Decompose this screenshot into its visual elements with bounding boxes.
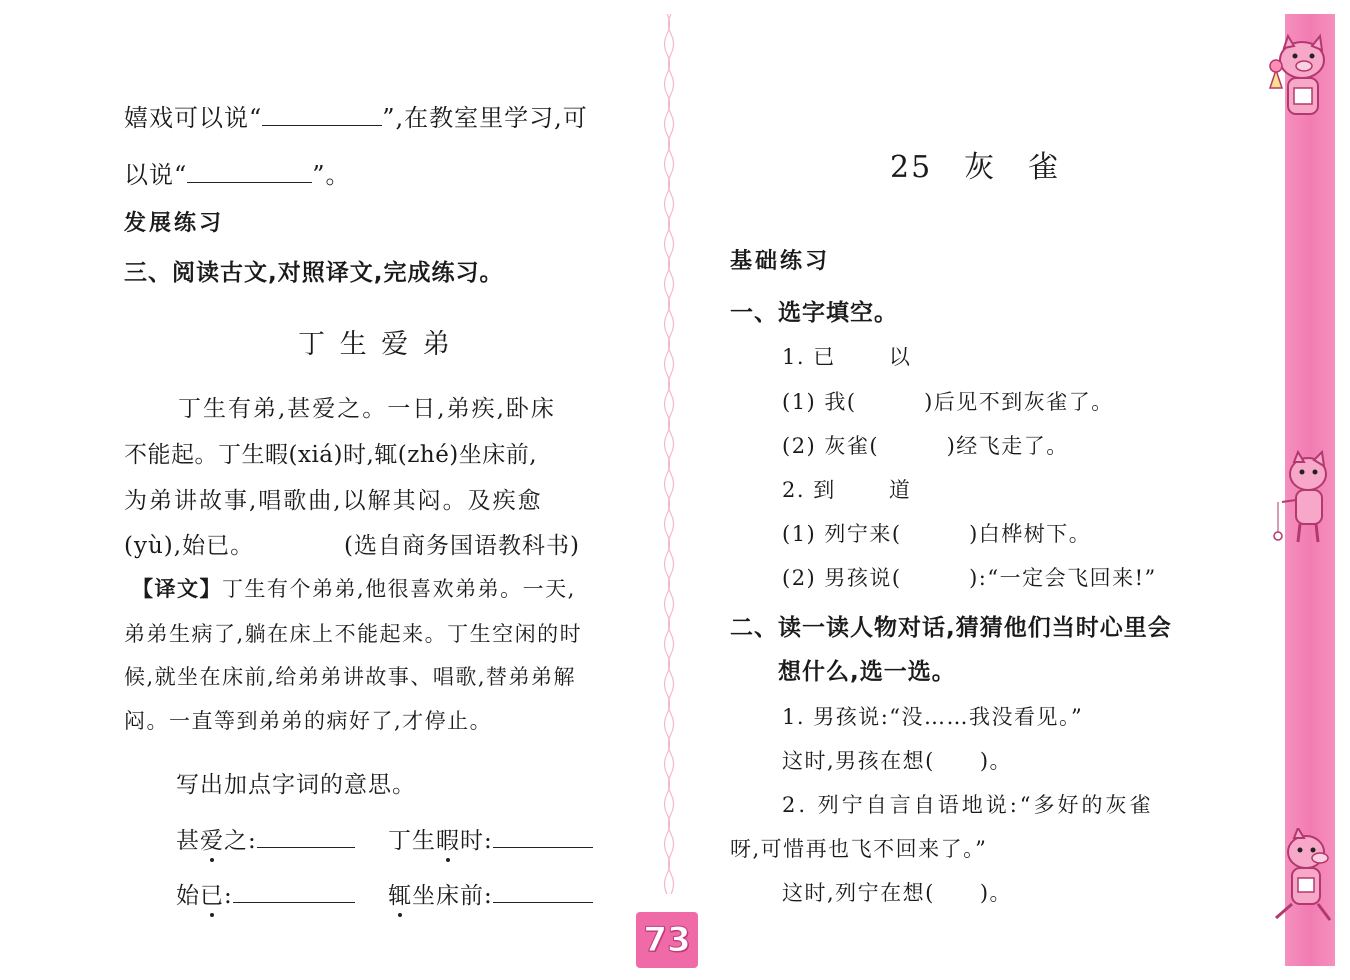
classical-text-line: 丁生有弟,甚爱之。一日,弟疾,卧床: [178, 396, 556, 422]
dialogue-item-cont: 呀,可惜再也飞不回来了。”: [730, 837, 988, 861]
word-meaning-item: 甚爱之:: [176, 822, 355, 855]
answer-blank[interactable]: [233, 901, 355, 903]
pig-cartoon-icon: [1262, 30, 1338, 130]
dialogue-item: 2. 列宁自言自语地说:“多好的灰雀: [782, 793, 1154, 817]
classical-text-line: (yù),始已。: [124, 533, 255, 559]
answer-blank[interactable]: [493, 846, 593, 848]
think-item: 这时,列宁在想( )。: [782, 881, 1013, 905]
classical-text-line: 不能起。丁生暇(xiá)时,辄(zhé)坐床前,: [124, 442, 538, 468]
translation-line: 闷。一直等到弟弟的病好了,才停止。: [124, 709, 493, 733]
dialogue-item: 1. 男孩说:“没……我没看见。”: [782, 705, 1084, 729]
animal-cartoon-icon: [1268, 450, 1338, 550]
word-meaning-item: 始已:: [176, 877, 355, 910]
fill-item: (2) 男孩说( ):“一定会飞回来!”: [782, 566, 1157, 590]
page-number: 73: [636, 912, 698, 968]
choice-group-2: 2. 到 道: [782, 478, 912, 502]
fill-item: (2) 灰雀( )经飞走了。: [782, 434, 1069, 458]
section-heading-development: 发展练习: [124, 211, 225, 236]
think-item: 这时,男孩在想( )。: [782, 749, 1013, 773]
answer-blank[interactable]: [257, 846, 355, 848]
poem-title: 丁 生 爱 弟: [298, 329, 453, 360]
question-2: 二、读一读人物对话,猜猜他们当时心里会: [730, 615, 1172, 641]
classical-text-line: 为弟讲故事,唱歌曲,以解其闷。及疾愈: [124, 488, 543, 514]
question-1: 一、选字填空。: [730, 300, 898, 326]
translation-line: 弟弟生病了,躺在床上不能起来。丁生空闲的时: [124, 622, 583, 646]
section-heading-basic: 基础练习: [730, 249, 831, 274]
source-citation: (选自商务国语教科书): [344, 533, 580, 559]
word-meaning-item: 辄坐床前:: [388, 877, 593, 910]
question-3: 三、阅读古文,对照译文,完成练习。: [124, 260, 504, 286]
lesson-title: 25 灰 雀: [890, 150, 1061, 185]
instruction: 写出加点字词的意思。: [176, 772, 416, 798]
translation-line: 【译文】丁生有个弟弟,他很喜欢弟弟。一天,: [132, 577, 576, 601]
animal-cartoon-icon: [1266, 828, 1338, 928]
answer-blank[interactable]: [493, 901, 593, 903]
word-meaning-item: 丁生暇时:: [388, 822, 593, 855]
translation-line: 候,就坐在床前,给弟弟讲故事、唱歌,替弟弟解: [124, 665, 577, 689]
choice-group-1: 1. 已 以: [782, 345, 912, 369]
question-2-cont: 想什么,选一选。: [778, 659, 956, 685]
fill-line-1: 嬉戏可以说“ ”,在教室里学习,可: [124, 104, 588, 132]
answer-blank[interactable]: [262, 124, 382, 126]
answer-blank[interactable]: [187, 181, 312, 183]
fill-item: (1) 我( )后见不到灰雀了。: [782, 390, 1114, 414]
fill-item: (1) 列宁来( )白桦树下。: [782, 522, 1092, 546]
fill-line-2: 以说“ ”。: [124, 161, 351, 189]
translation-label: 【译文】: [132, 577, 222, 601]
page-divider: [664, 14, 674, 894]
